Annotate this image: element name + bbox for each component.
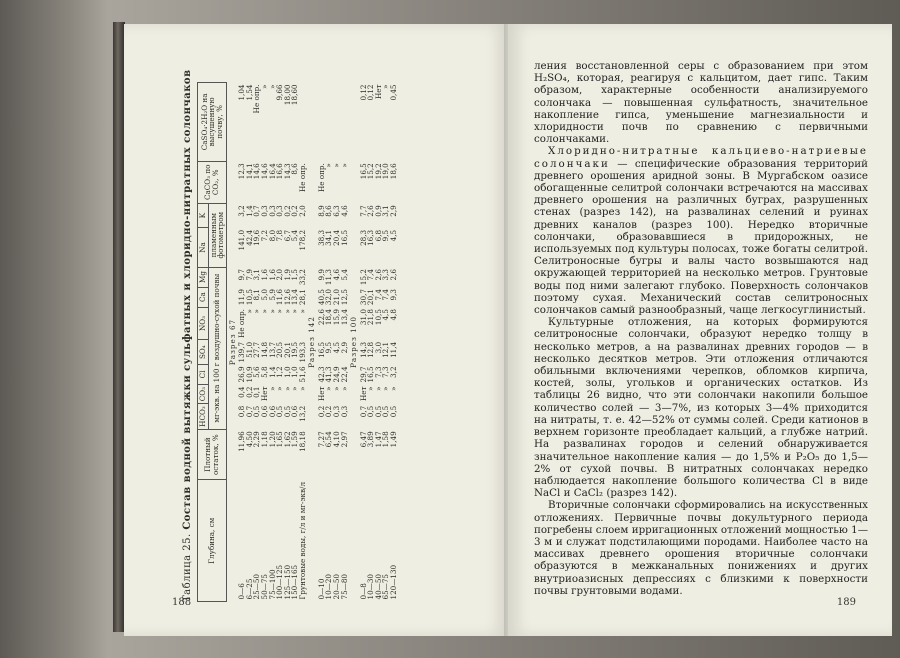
table-cell: 0,5 [282, 405, 292, 418]
table-cell: 2,29 [252, 431, 262, 448]
table-cell: 1,6 [267, 269, 277, 281]
table-cell [299, 83, 307, 162]
table-cell: 4,8 [388, 309, 398, 321]
table-cell: » [339, 163, 349, 168]
table-cell: 4,6 [339, 205, 349, 217]
section-header [348, 83, 360, 602]
table-cell: Нет [358, 386, 368, 401]
table-cell: 1,54 [244, 84, 254, 101]
table-cell: 32,0 [324, 289, 334, 306]
table-cell: 40—50 [373, 574, 383, 600]
table-cell: 139,7 [237, 341, 247, 363]
table-cell: 125—150 [282, 564, 292, 600]
table-cell: 1,59 [290, 431, 300, 448]
table-cell: 4,5 [332, 341, 341, 354]
table-cell: 0,8 [237, 405, 247, 418]
table-cell: 15,2 [366, 163, 376, 180]
table-cell: 9,7 [237, 269, 247, 281]
table-cell: 16,6 [275, 163, 285, 180]
table-cell: » [267, 309, 277, 314]
table-cell: 0,5 [388, 405, 398, 418]
table-cell: 15,9 [332, 309, 341, 326]
table-cell: 6,8 [373, 229, 383, 242]
table-cell: 193,3 [297, 341, 307, 363]
paragraph-1: ления восстановленной серы с образованием при этом H₂SO₄, которая, реагируя с кальцитом, дает гипс. Таким образом, характерные особенности анализируемого солончака — повышенная сульфатность, значительное накопление гипса, уменьшение магнезиальности и хлоридности почв по сравнению с первичными солончаками. [534, 60, 868, 146]
table-cell: 12,5 [339, 289, 349, 306]
rotated-table-block [182, 69, 482, 602]
table-cell: 4,5 [388, 229, 398, 242]
table-cell: 120—130 [388, 564, 398, 600]
table-cell: 5,4 [339, 269, 349, 281]
table-cell: 22,4 [339, 366, 349, 383]
table-cell: 0,5 [373, 405, 383, 418]
section-label: Разрез 67 [227, 318, 237, 366]
table-cell: 7,4 [381, 289, 391, 301]
table-cell: 4,10 [332, 431, 341, 448]
table-cell: 1,47 [373, 431, 383, 448]
table-cell: » [332, 163, 341, 168]
table-cell: 11,3 [324, 269, 334, 286]
table-cell: Грунтовые воды, г/л и мг-экв/л [297, 481, 307, 600]
table-cell: 8,0 [267, 229, 277, 242]
table-cell: 0,7 [244, 405, 254, 418]
table-cell: 6,3 [332, 205, 341, 217]
table-cell: 29,7 [358, 366, 368, 383]
table-cell: 1,62 [282, 431, 292, 448]
table-cell: Не опр. [316, 163, 326, 193]
units-subheader: мг-экв. на 100 г воздушно-сухой почвы [208, 267, 226, 429]
table-cell: 41,3 [324, 366, 334, 383]
table-cell: 5,6 [252, 366, 262, 378]
table-cell: 2,9 [339, 341, 349, 354]
table-cell: 1,0 [290, 366, 300, 378]
table-cell: » [381, 386, 391, 391]
table-cell [341, 83, 349, 162]
table-cell: » [259, 309, 269, 314]
table-cell: Не опр. [252, 84, 262, 114]
table-cell: Нет [373, 84, 383, 99]
table-cell [325, 83, 333, 162]
table-cell: 0,5 [381, 405, 391, 418]
table-cell: 0,2 [316, 405, 326, 418]
table-cell: 1,4 [244, 205, 254, 217]
paragraph-4: Вторичные солончаки сформировались на искусственных отложениях. Первичные почвы докультурного периода погребены слоем ирригационных отложений мощностью 1—3 м и служат подстилающими породами. Наиболее часто на массивах древнего орошения вторичные солончаки образуются в межканальных понижениях и других внутриоазисных депрессиях с близкими к поверхности почвы грунтовыми водами. [534, 499, 868, 597]
table-cell: 18,60 [290, 84, 300, 106]
table-cell: 16,3 [366, 229, 376, 246]
table-cell: 7,7 [358, 205, 368, 217]
table-cell: » [332, 386, 341, 391]
paragraph-2-text: — специфические образования территорий древнего орошения аридной зоны. В Мургабском оазисе обогащенные селитрой солончаки встречаются на массивах древнего орошения на различных буграх, разрушенных стенах (разрез 142), на развалинах селений и руинах древних каналов (разрез 100). Нередко вторичные солончаки, образовавшиеся в придорожных, не используемых под культуры полосах, тоже богаты селитрой. Селитроносные бугры и валы часто возвышаются над окружающей территорией на несколько метров. Грунтовые воды под ними залегают глубоко. Поверхность солончаков поэтому сухая. Механический состав селитроносных солончаков самый разнообразный, чаще легкосуглинистый. [534, 157, 868, 317]
table-cell: 14,6 [252, 163, 262, 180]
table-cell: 10,5 [244, 289, 254, 306]
table-cell: 7,3 [381, 366, 391, 378]
table-cell: 14,1 [244, 163, 254, 180]
table-cell: 8,6 [324, 205, 334, 217]
table-cell: 11,4 [388, 341, 398, 358]
table-cell [333, 83, 341, 162]
table-cell: 51,0 [244, 341, 254, 358]
table-cell: 1,4 [267, 366, 277, 378]
table-cell: 0,2 [244, 386, 254, 398]
table-cell: 20,1 [366, 289, 376, 306]
table-cell: 2,97 [339, 431, 349, 448]
page-number-right: 189 [836, 597, 856, 608]
section-label: Разрез 100 [349, 316, 359, 368]
table-cell: 11,6 [275, 289, 285, 306]
table-cell: 100—125 [275, 564, 285, 600]
table-cell: 13,7 [267, 341, 277, 358]
table-cell: 21,0 [332, 289, 341, 306]
table-cell: » [381, 84, 391, 89]
table-cell: 7,27 [316, 431, 326, 448]
table-cell: 7,2 [259, 229, 269, 242]
table-cell: 75—100 [267, 569, 277, 600]
table-cell: 4,5 [381, 309, 391, 321]
table-cell: 5,8 [259, 366, 269, 378]
col-cl: Cl [198, 364, 209, 384]
table-cell: 0,5 [252, 405, 262, 418]
table-cell: 16,5 [339, 229, 349, 246]
table-cell: 19,2 [373, 163, 383, 180]
table-cell: 42,4 [244, 229, 254, 246]
table-cell: 40,5 [316, 289, 326, 306]
col-na: Na [198, 228, 209, 267]
table-cell: 0,6 [267, 405, 277, 418]
table-cell: 50—75 [259, 574, 269, 600]
table-cell: 3,89 [366, 431, 376, 448]
table-cell: » [290, 386, 300, 391]
col-dry-residue: Плотный остаток, % [198, 429, 227, 480]
table-cell: » [267, 386, 277, 391]
table-cell [318, 83, 326, 162]
table-cell: Нет [316, 386, 326, 401]
table-cell: 141,0 [237, 229, 247, 251]
table-cell: 1,20 [267, 431, 277, 448]
col-mg: Mg [198, 267, 209, 287]
table-cell: 0,45 [388, 84, 398, 101]
table-cell: 14,3 [282, 163, 292, 180]
table-cell: » [297, 309, 307, 314]
table-cell: 12,1 [381, 341, 391, 358]
table-cell: 0,3 [339, 405, 349, 418]
table-cell: 25—50 [252, 574, 262, 600]
table-cell: 11,96 [237, 431, 247, 452]
table-cell: 10—30 [366, 574, 376, 600]
table-cell: 178,2 [297, 229, 307, 251]
col-so4: SO₄ [198, 340, 209, 365]
table-cell: 18,00 [282, 84, 292, 106]
table-cell: » [324, 163, 334, 168]
paragraph-2 [534, 145, 868, 316]
table-cell: 22,6 [316, 309, 326, 326]
table-cell: 150—165 [290, 564, 300, 600]
table-cell: 2,0 [297, 205, 307, 217]
table-cell: 21,8 [366, 309, 376, 326]
table-cell: 0,3 [259, 205, 269, 217]
table-cell: 16,5 [366, 366, 376, 383]
table-cell: » [275, 309, 285, 314]
table-cell: 4,50 [244, 431, 254, 448]
table-cell: 2,6 [373, 269, 383, 281]
table-cell: 2,6 [366, 205, 376, 217]
table-cell: 11,9 [237, 289, 247, 306]
table-cell: 1,9 [282, 269, 292, 281]
table-cell: 0,7 [252, 205, 262, 217]
table-cell: 7,8 [275, 229, 285, 242]
table-cell: 24,9 [332, 366, 341, 383]
col-co3: CO₃ [198, 384, 209, 403]
table-cell: 4,6 [332, 269, 341, 281]
table-cell: 26,9 [237, 366, 247, 383]
col-depth: Глубина, см [198, 480, 227, 602]
table-cell: 1,49 [388, 431, 398, 448]
table-cell: 16,4 [267, 163, 277, 180]
col-caco3: CaCO₃ по CO₂, % [198, 161, 227, 203]
table-cell: 2,9 [388, 205, 398, 217]
table-cell: 10—20 [324, 574, 334, 600]
table-cell: 75—80 [339, 574, 349, 600]
table-cell: 0,3 [332, 405, 341, 418]
right-page [508, 24, 892, 636]
col-k: K [198, 203, 209, 228]
table-cell: 28,1 [297, 289, 307, 306]
paragraph-2-term: Хлоридно-нитратные кальциево-натриевые солончаки [534, 145, 868, 170]
table-cell: 20—50 [332, 574, 341, 600]
table-cell: 0,7 [358, 405, 368, 418]
table-cell: » [259, 84, 269, 89]
table-cell: 7,3 [373, 366, 383, 378]
table-cell: 5,4 [290, 229, 300, 242]
table-cell: 3,3 [381, 269, 391, 281]
col-ca: Ca [198, 287, 209, 307]
table-cell: 6,47 [358, 431, 368, 448]
na-k-method-note: пламенным фотометром [208, 203, 226, 267]
table-cell: 0,4 [237, 386, 247, 398]
table-cell: 20,1 [282, 341, 292, 358]
table-cell: Нет [259, 386, 269, 401]
table-cell: 0—10 [316, 578, 326, 600]
table-cell: 15,2 [358, 269, 368, 286]
table-cell: 3,2 [388, 366, 398, 378]
table-cell: 3,2 [237, 205, 247, 217]
table-cell: 1,2 [275, 366, 285, 378]
table-cell: 12,6 [282, 289, 292, 306]
table-cell: 0,3 [275, 205, 285, 217]
table-cell: » [324, 386, 334, 391]
table-row [390, 83, 398, 602]
table-cell: 9,66 [275, 84, 285, 101]
table-cell: 1,04 [237, 84, 247, 101]
table-cell: 6,54 [324, 431, 334, 448]
table-cell: 0,6 [259, 405, 269, 418]
table-cell: 18,6 [388, 163, 398, 180]
table-cell: 8,1 [252, 289, 262, 301]
table-cell: 19,5 [290, 341, 300, 358]
table-cell: 0,9 [373, 205, 383, 217]
table-cell: 3,1 [381, 205, 391, 217]
table-cell: 10,5 [373, 309, 383, 326]
table-cell: 9,5 [381, 229, 391, 242]
table-caption [182, 69, 193, 602]
table-cell: » [339, 386, 349, 391]
col-hco3: HCO₃ [198, 404, 209, 430]
table-cell: 0,5 [275, 405, 285, 418]
table-cell: 9,3 [388, 289, 398, 301]
table-cell: 0—6 [237, 583, 247, 600]
table-cell: 1,18 [259, 431, 269, 448]
table-caption-prefix: Таблица 25. [182, 533, 193, 602]
table-cell: 1,6 [259, 269, 269, 281]
table-cell: 13,4 [339, 309, 349, 326]
table-cell: » [388, 386, 398, 391]
table-cell: 12,3 [237, 163, 247, 180]
table-cell: 6—25 [244, 578, 254, 600]
table-cell: 33,2 [297, 269, 307, 286]
table-cell: 19,6 [252, 229, 262, 246]
table-cell: 0,2 [290, 205, 300, 217]
table-cell: 13,4 [290, 289, 300, 306]
col-no3: NO₃ [198, 307, 209, 340]
table-cell: 42,3 [316, 366, 326, 383]
table-cell: » [282, 309, 292, 314]
table-cell: 9,9 [316, 269, 326, 281]
table-cell: 1,65 [275, 431, 285, 448]
table-cell: 30,7 [358, 289, 368, 306]
table-cell: 0,6 [290, 405, 300, 418]
table-cell: 1,0 [282, 366, 292, 378]
table-cell: 7,4 [373, 289, 383, 301]
table-cell: » [373, 386, 383, 391]
table-cell: 8,6 [290, 163, 300, 175]
table-cell: » [275, 386, 285, 391]
table-cell: 18,4 [324, 309, 334, 326]
table-cell: 6,7 [282, 229, 292, 242]
table-row [299, 83, 307, 602]
section-label: Разрез 142 [307, 316, 317, 368]
table-cell: 3,0 [373, 341, 383, 354]
table-cell: 27,7 [252, 341, 262, 358]
soil-extract-table [197, 82, 398, 602]
table-cell: 51,6 [297, 366, 307, 383]
table-cell: 1,5 [290, 269, 300, 281]
table-cell: » [244, 309, 254, 314]
table-cell: 0—8 [358, 583, 368, 600]
table-cell: 38,3 [316, 229, 326, 246]
table-cell: » [297, 386, 307, 391]
table-row [341, 83, 349, 602]
table-cell: » [282, 386, 292, 391]
paragraph-3: Культурные отложения, на которых формируются селитроносные солончаки, образуют нередко толщу в несколько метров, а на развалинах древних городов — в несколько десятков метров. Эти отложения отличаются обильными включениями черепков, обломков кирпича, костей, золы, угольков и органических остатков. Из таблицы 26 видно, что эти солончаки накопили большое количество солей — 3—7%, из которых 3—4% приходится на нитраты, т. е. 42—52% от суммы солей. Среди катионов в верхнем горизонте преобладает кальций, а глубже натрий. На развалинах городов и селений обнаруживается значительное накопление калия — до 1,5% и P₂O₅ до 1,5—2% от сухой почвы. В нитратных солончаках нередко наблюдается накопление большого количества Cl в виде NaCl и CaCl₂ (разрез 142). [534, 316, 868, 500]
table-cell: 5,0 [259, 289, 269, 301]
table-cell: 10,9 [244, 366, 254, 383]
table-cell: 31,0 [358, 309, 368, 326]
table-cell: 3,1 [252, 269, 262, 281]
table-cell: 0,2 [324, 405, 334, 418]
table-cell: 14,3 [358, 341, 368, 358]
table-cell: » [366, 386, 376, 391]
table-cell: 7,4 [366, 269, 376, 281]
table-cell: 0,12 [366, 84, 376, 101]
table-cell: 12,8 [366, 341, 376, 358]
table-cell: 19,0 [381, 163, 391, 180]
table-cell: 18,18 [297, 431, 307, 452]
table-cell: 0,12 [358, 84, 368, 101]
table-cell: » [252, 309, 262, 314]
table-cell: 0,3 [267, 205, 277, 217]
table-cell: 0,5 [366, 405, 376, 418]
table-cell: 20,4 [332, 229, 341, 246]
table-cell: 28,3 [358, 229, 368, 246]
left-page [124, 24, 508, 636]
table-cell: 20,5 [275, 341, 285, 358]
table-cell: » [290, 309, 300, 314]
table-cell: Не опр. [237, 309, 247, 338]
table-cell: 16,5 [316, 341, 326, 358]
table-cell: 13,2 [297, 405, 307, 422]
table-cell: Не опр. [297, 163, 307, 193]
table-cell: 2,0 [275, 269, 285, 281]
table-cell: 0,2 [282, 205, 292, 217]
table-cell: 14,6 [259, 163, 269, 180]
table-body [226, 83, 397, 602]
table-caption-title: Состав водной вытяжки сульфатных и хлоридно-нитратных солончаков [182, 69, 193, 530]
col-caso4: CaSO₄·2H₂O на высушенную почву, % [198, 83, 227, 162]
table-cell: 16,5 [358, 163, 368, 180]
table-cell: 14,8 [259, 341, 269, 358]
table-cell: 9,5 [324, 341, 334, 354]
table-cell: » [267, 84, 277, 89]
table-cell: 5,9 [267, 289, 277, 301]
table-cell: 65—75 [381, 574, 391, 600]
table-cell: 2,6 [388, 269, 398, 281]
body-text [534, 60, 868, 597]
table-cell: 0,1 [252, 386, 262, 398]
table-cell: 8,9 [316, 205, 326, 217]
table-cell: 1,58 [381, 431, 391, 448]
table-cell: 7,9 [244, 269, 254, 281]
page-number-left: 188 [172, 597, 192, 608]
table-cell: 34,1 [324, 229, 334, 246]
